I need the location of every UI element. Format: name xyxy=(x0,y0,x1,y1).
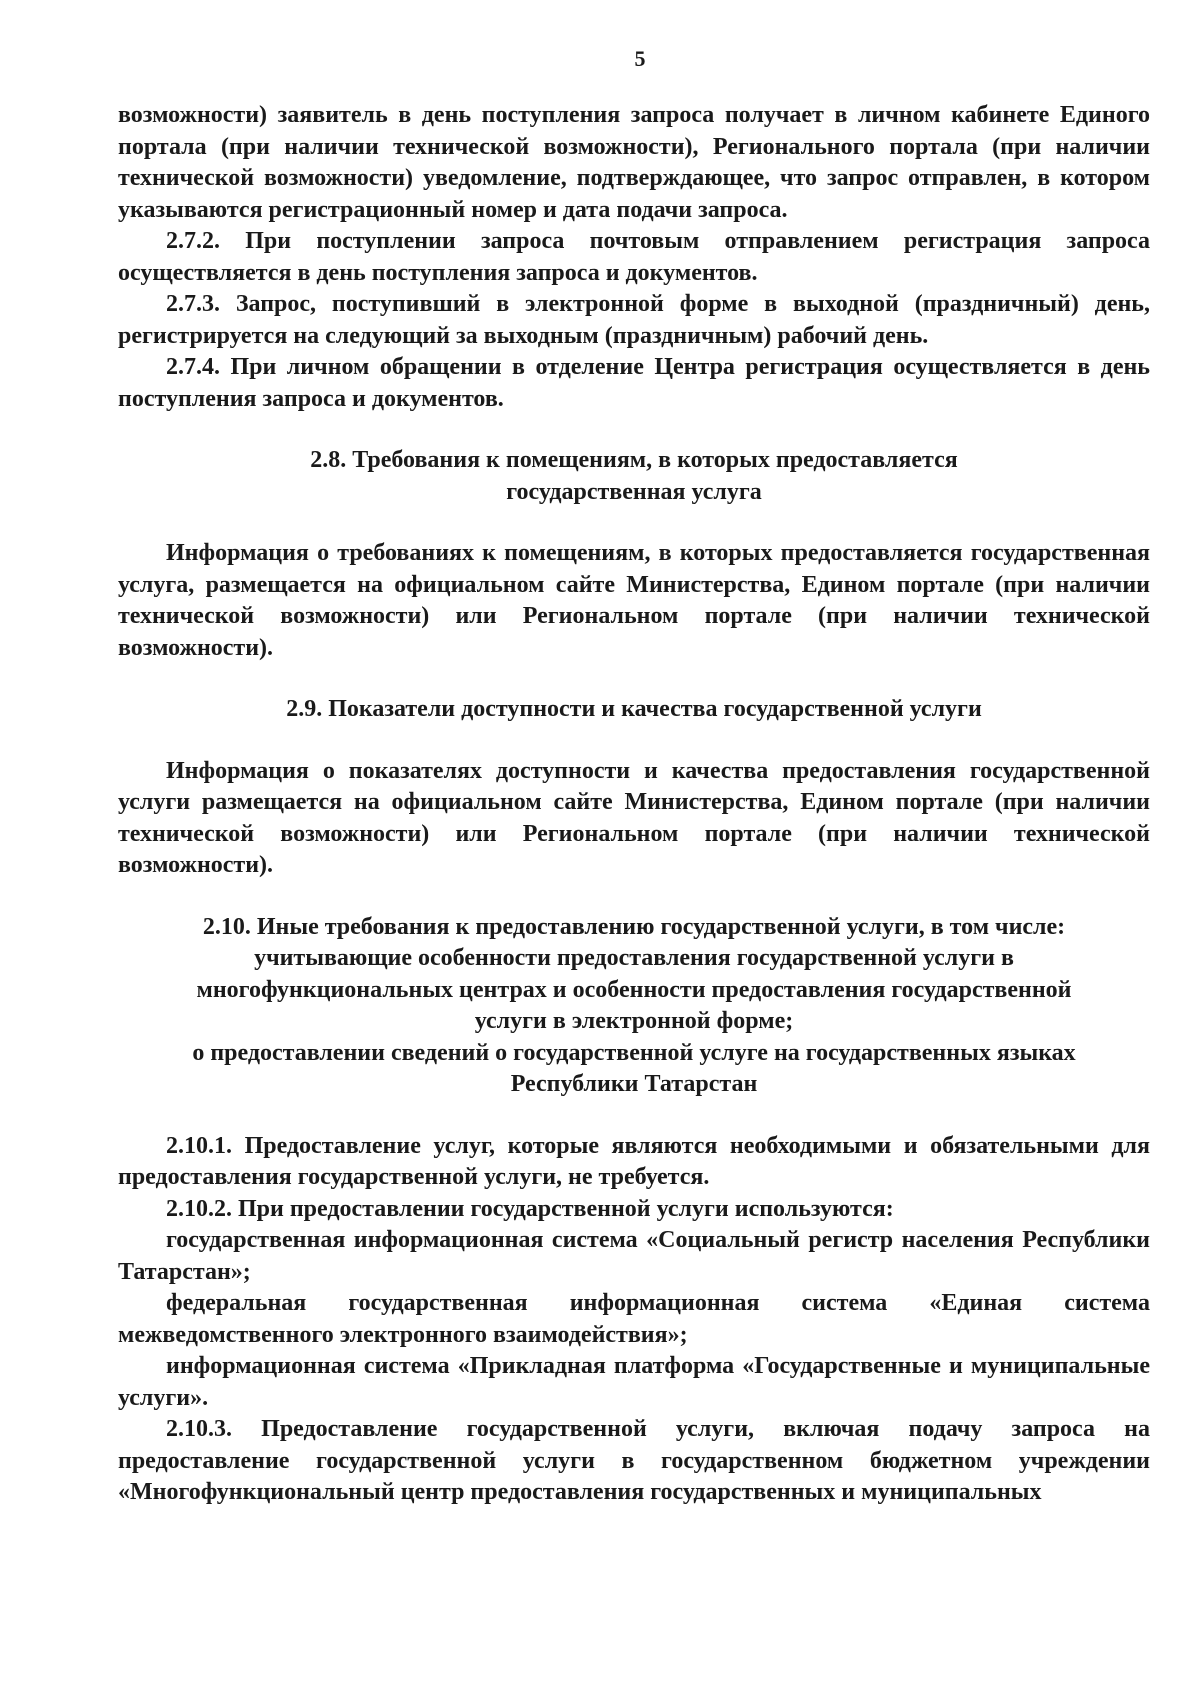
page-number: 5 xyxy=(634,46,646,71)
section-heading-2-8 xyxy=(118,445,1150,508)
heading-line: Республики Татарстан xyxy=(510,1071,758,1097)
paragraph-2-7-4: 2.7.4. При личном обращении в отделение Центра регистрация осуществляется в день поступления запроса и документов. xyxy=(118,354,1150,412)
paragraph-system-1: государственная информационная система «Социальный регистр населения Республики Татарстан»; xyxy=(118,1227,1150,1285)
paragraph-system-3: информационная система «Прикладная платформа «Государственные и муниципальные услуги». xyxy=(118,1353,1150,1411)
heading-line: учитывающие особенности предоставления государственной услуги в xyxy=(254,945,1014,971)
heading-line: многофункциональных центрах и особенности предоставления государственной xyxy=(196,976,1072,1003)
heading-line: государственная услуга xyxy=(506,478,762,505)
heading-line: услуги в электронной форме; xyxy=(474,1008,794,1034)
section-heading-2-10 xyxy=(118,912,1150,1101)
heading-line: 2.10. Иные требования к предоставлению государственной услуги, в том числе: xyxy=(202,913,1066,940)
document-body xyxy=(118,100,1150,1509)
heading-line: 2.8. Требования к помещениям, в которых предоставляется xyxy=(310,447,958,473)
heading-line: о предоставлении сведений о государственной услуге на государственных языках xyxy=(192,1039,1076,1066)
section-heading-2-9: 2.9. Показатели доступности и качества государственной услуги xyxy=(286,696,982,722)
paragraph-continuation: возможности) заявитель в день поступления запроса получает в личном кабинете Единого портала (при наличии технической возможности), Регионального портала (при наличии технической возможности) уведомление, подтверждающее, что запрос отправлен, в котором указываются регистрационный номер и дата подачи запроса. xyxy=(118,102,1150,223)
paragraph-2-10-1: 2.10.1. Предоставление услуг, которые являются необходимыми и обязательными для предоставления государственной услуги, не требуется. xyxy=(118,1132,1150,1190)
paragraph-2-9: Информация о показателях доступности и качества предоставления государственной услуги размещается на официальном сайте Министерства, Едином портале (при наличии технической возможности) или Региональном портале (при наличии технической возможности). xyxy=(118,757,1150,878)
paragraph-2-7-2: 2.7.2. При поступлении запроса почтовым отправлением регистрация запроса осуществляется в день поступления запроса и документов. xyxy=(118,228,1150,286)
paragraph-2-10-2: 2.10.2. При предоставлении государственной услуги используются: xyxy=(166,1195,894,1222)
paragraph-2-7-3: 2.7.3. Запрос, поступивший в электронной форме в выходной (праздничный) день, регистрируется на следующий за выходным (праздничным) рабочий день. xyxy=(118,291,1150,349)
paragraph-2-10-3: 2.10.3. Предоставление государственной услуги, включая подачу запроса на предоставление государственной услуги в государственном бюджетном учреждении «Многофункциональный центр предоставления государственных и муниципальных xyxy=(118,1416,1150,1505)
paragraph-system-2: федеральная государственная информационная система «Единая система межведомственного электронного взаимодействия»; xyxy=(118,1290,1150,1348)
paragraph-2-8: Информация о требованиях к помещениям, в которых предоставляется государственная услуга, размещается на официальном сайте Министерства, Едином портале (при наличии технической возможности) или Региональном портале (при наличии технической возможности). xyxy=(118,540,1150,661)
